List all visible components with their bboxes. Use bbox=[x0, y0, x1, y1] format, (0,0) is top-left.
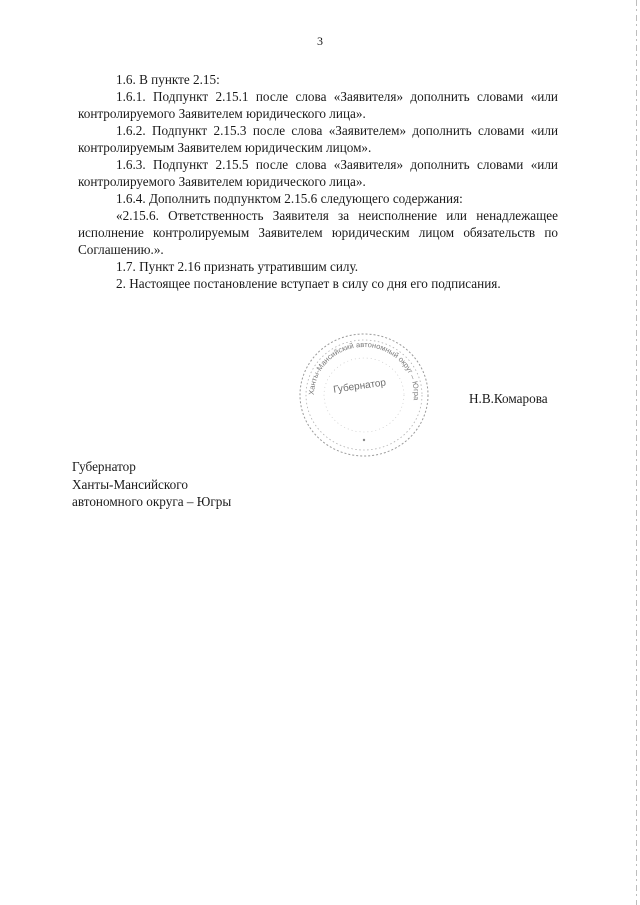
paragraph-1-6-3: 1.6.3. Подпункт 2.15.5 после слова «Заявителя» дополнить словами «или контролируемого Заявителем юридического лица». bbox=[78, 157, 558, 189]
paragraph-2: 2. Настоящее постановление вступает в силу со дня его подписания. bbox=[116, 276, 501, 291]
paragraph-1-7: 1.7. Пункт 2.16 признать утратившим силу. bbox=[116, 259, 359, 274]
signer-title-line1: Губернатор bbox=[72, 459, 136, 474]
signer-title-line2: Ханты-Мансийского bbox=[72, 476, 188, 492]
paragraph-2-15-6: «2.15.6. Ответственность Заявителя за неисполнение или ненадлежащее исполнение контролируемым Заявителем юридическим лицом обязательств по Соглашению.». bbox=[78, 208, 558, 257]
page-number: 3 bbox=[317, 34, 323, 48]
paragraph-1-6-4: 1.6.4. Дополнить подпунктом 2.15.6 следующего содержания: bbox=[116, 191, 463, 206]
signer-title-line3: автономного округа – Югры bbox=[72, 494, 232, 509]
seal-ring-text: Ханты-Мансийский автономный округ – Югра bbox=[306, 339, 422, 401]
signature-block bbox=[72, 458, 231, 511]
signer-name: Н.В.Комарова bbox=[469, 391, 548, 406]
official-seal-icon bbox=[296, 330, 432, 460]
paragraph-1-6: 1.6. В пункте 2.15: bbox=[116, 72, 220, 87]
document-body bbox=[78, 71, 558, 292]
paragraph-1-6-2: 1.6.2. Подпункт 2.15.3 после слова «Заявителем» дополнить словами «или контролируемым Заявителем юридическим лицом». bbox=[78, 123, 558, 155]
paragraph-1-6-1: 1.6.1. Подпункт 2.15.1 после слова «Заявителя» дополнить словами «или контролируемого Заявителем юридического лица». bbox=[78, 89, 558, 121]
seal-center-text: Губернатор bbox=[332, 377, 387, 396]
scan-edge-line bbox=[635, 0, 638, 905]
